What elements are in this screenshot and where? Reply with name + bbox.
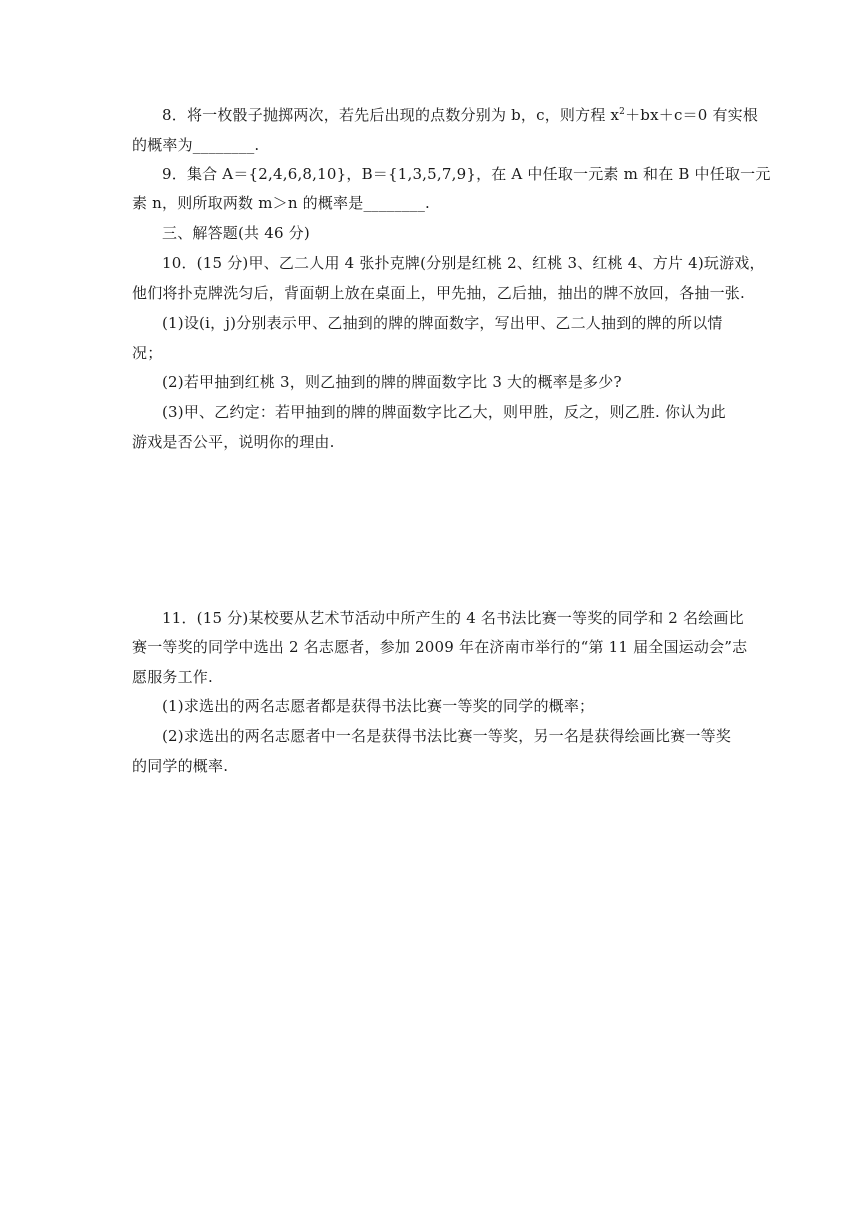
q11-line3: 愿服务工作.	[132, 668, 213, 686]
q11-line1: 11．(15 分)某校要从艺术节活动中所产生的 4 名书法比赛一等奖的同学和 2 名绘画比	[162, 609, 744, 627]
q11-line2: 赛一等奖的同学中选出 2 名志愿者，参加 2009 年在济南市举行的“第 11 届全国运动会”志	[132, 638, 748, 656]
q10-part1-line2: 况；	[132, 344, 163, 362]
section-heading: 三、解答题(共 46 分)	[162, 224, 310, 242]
q8-line2: 的概率为________.	[132, 136, 260, 154]
q10-part1-line1: (1)设(i，j)分别表示甲、乙抽到的牌的牌面数字，写出甲、乙二人抽到的牌的所以情	[162, 314, 723, 332]
q10-line2: 他们将扑克牌洗匀后，背面朝上放在桌面上，甲先抽，乙后抽，抽出的牌不放回，各抽一张.	[132, 284, 745, 302]
q8-line1	[162, 105, 759, 125]
q8-line1-tail: ＋bx＋c＝0 有实根	[625, 106, 759, 124]
q8-line1-text: 8．将一枚骰子抛掷两次，若先后出现的点数分别为 b，c，则方程 x	[162, 106, 620, 124]
q10-part3-line1: (3)甲、乙约定：若甲抽到的牌的牌面数字比乙大，则甲胜，反之，则乙胜. 你认为此	[162, 403, 726, 421]
q10-part2: (2)若甲抽到红桃 3，则乙抽到的牌的牌面数字比 3 大的概率是多少?	[162, 373, 622, 391]
q11-part2-line2: 的同学的概率.	[132, 757, 229, 775]
q11-part2-line1: (2)求选出的两名志愿者中一名是获得书法比赛一等奖，另一名是获得绘画比赛一等奖	[162, 727, 732, 745]
q9-line2: 素 n，则所取两数 m＞n 的概率是________.	[132, 194, 431, 212]
q10-line1: 10．(15 分)甲、乙二人用 4 张扑克牌(分别是红桃 2、红桃 3、红桃 4、方片 4)玩游戏，	[162, 254, 765, 272]
q11-part1: (1)求选出的两名志愿者都是获得书法比赛一等奖的同学的概率；	[162, 697, 595, 715]
q10-part3-line2: 游戏是否公平，说明你的理由.	[132, 433, 335, 451]
q8-exponent: 2	[619, 107, 626, 117]
q9-line1: 9．集合 A＝{2,4,6,8,10}，B＝{1,3,5,7,9}，在 A 中任取一元素 m 和在 B 中任取一元	[162, 165, 771, 183]
